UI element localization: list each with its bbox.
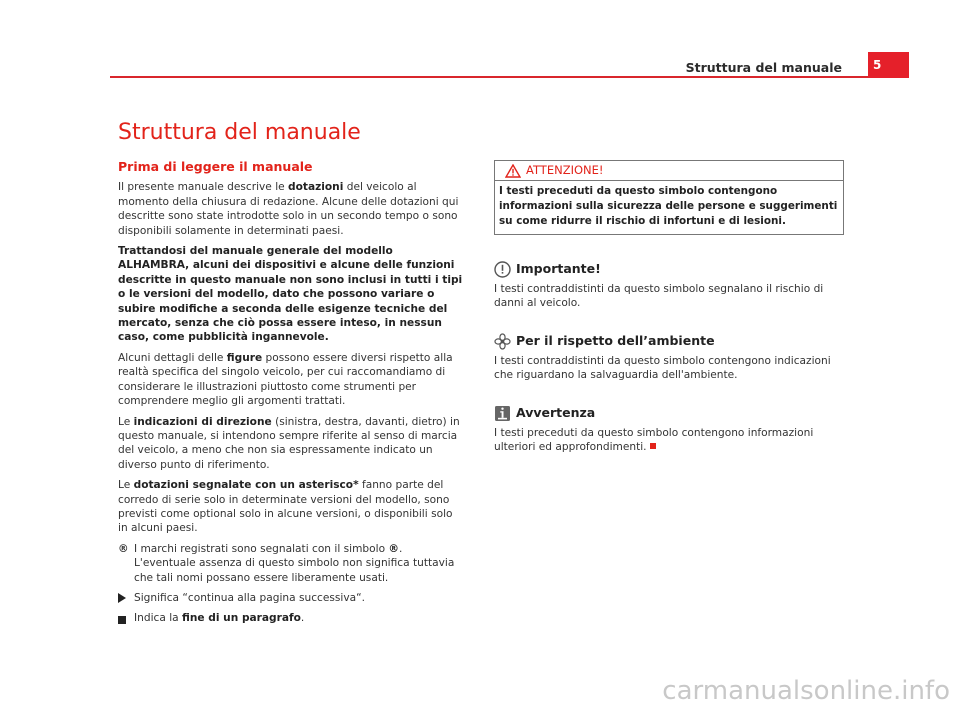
important-heading: [494, 261, 844, 278]
paragraph-alhambra: Trattandosi del manuale generale del modello ALHAMBRA, alcuni dei dispositivi e alcune delle funzioni descritte in questo manuale non sono inclusi in tutti i tipi o le versioni del modello, dato che possono variare o subire modifiche a seconda delle esigenze tecniche del mercato, senza che ciò possa essere inteso, in nessun caso, come pubblicità ingannevole.: [118, 245, 463, 344]
end-paragraph-icon: [118, 614, 126, 628]
paragraph-direzione: Le indicazioni di direzione (sinistra, destra, davanti, dietro) in questo manuale, si intendono sempre riferite al senso di marcia del veicolo, a meno che non sia espressamente indicato un diverso punto di riferimento.: [118, 415, 460, 471]
environment-text: I testi contraddistinti da questo simbolo contengono indicazioni che riguardano la salvaguardia dell'ambiente.: [494, 354, 831, 382]
exclamation-circle-icon: [494, 261, 511, 278]
left-column: [118, 160, 464, 632]
warning-box: [494, 160, 844, 235]
paragraph-figure: Alcuni dettagli delle figure possono essere diversi rispetto alla realtà specifica del singolo veicolo, per cui raccomandiamo di considerare le illustrazioni piuttosto come strumenti per comprendere meglio gli argomenti trattati.: [118, 351, 453, 408]
note-heading: [494, 405, 844, 422]
warning-text: I testi preceduti da questo simbolo contengono informazioni sulla sicurezza delle persone e suggerimenti su come ridurre il rischio di infortuni e di lesioni.: [499, 185, 838, 227]
note-text: I testi preceduti da questo simbolo contengono informazioni ulteriori ed approfondimenti.: [494, 426, 814, 454]
list-item-end: Indica la fine di un paragrafo.: [118, 611, 464, 625]
header-line: [110, 76, 908, 78]
important-title: Importante!: [516, 261, 601, 277]
right-column: [494, 160, 844, 460]
environment-title: Per il rispetto dell’ambiente: [516, 333, 715, 349]
warning-title: ATTENZIONE!: [526, 163, 604, 178]
flower-icon: [494, 333, 511, 350]
warning-header: [495, 161, 843, 181]
warning-triangle-icon: [505, 164, 521, 178]
important-text: I testi contraddistinti da questo simbolo segnalano il rischio di danni al veicolo.: [494, 283, 824, 310]
paragraph-asterisco: Le dotazioni segnalate con un asterisco* fanno parte del corredo di serie solo in determinate versioni del modello, sono previsti come optional solo in alcune versioni, o disponibili solo in alcuni paesi.: [118, 479, 453, 535]
paragraph-dotazioni: Il presente manuale descrive le dotazioni del veicolo al momento della chiusura di redazione. Alcune delle dotazioni qui descritte sono state introdotte solo in un secondo tempo o sono disponibili solamente in determinati paesi.: [118, 181, 459, 237]
registered-icon: ®: [118, 542, 129, 555]
list-item-registered: ® I marchi registrati sono segnalati con il simbolo ®. L'eventuale assenza di questo simbolo non significa tuttavia che tali nomi possano essere liberamente usati.: [118, 542, 455, 584]
end-paragraph-icon: [650, 443, 656, 449]
list-item-continue: Significa “continua alla pagina successiva“.: [118, 591, 464, 605]
watermark: carmanualsonline.info: [662, 676, 950, 706]
page-title: Struttura del manuale: [118, 120, 361, 145]
info-icon: [494, 405, 511, 422]
header-title: Struttura del manuale: [685, 60, 842, 75]
environment-heading: [494, 333, 844, 350]
section-title: Prima di leggere il manuale: [118, 159, 313, 174]
continue-arrow-icon: [118, 593, 126, 607]
note-title: Avvertenza: [516, 404, 596, 420]
page-number: 5: [868, 52, 909, 78]
